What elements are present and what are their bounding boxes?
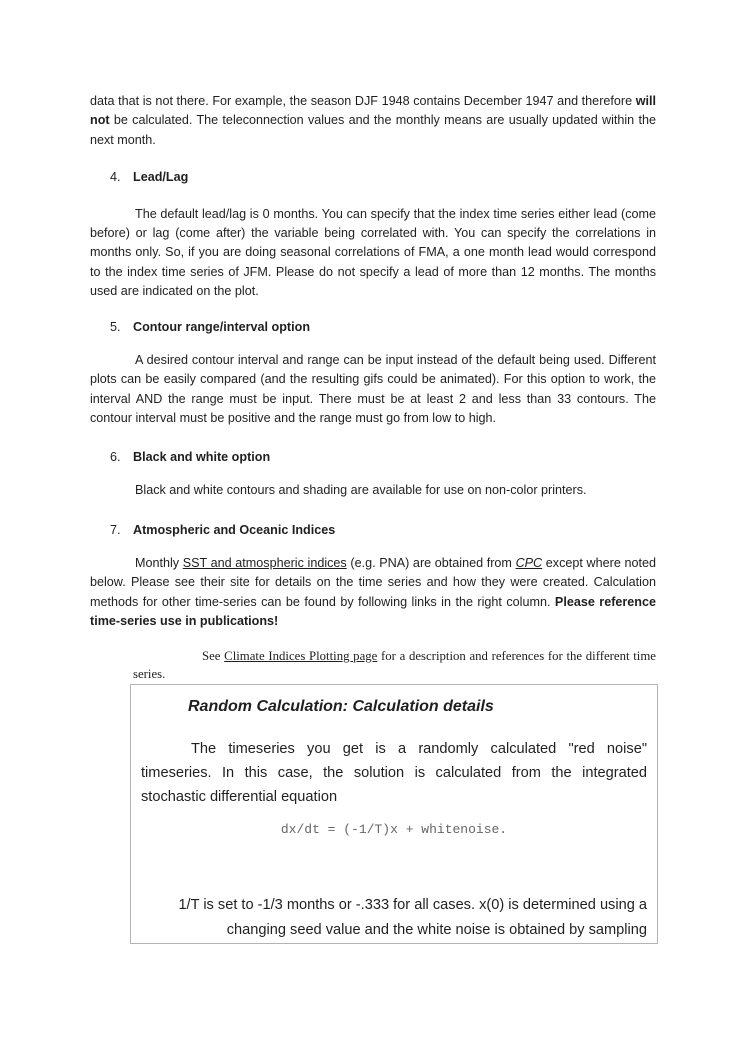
sst-atmospheric-indices-link[interactable]: SST and atmospheric indices bbox=[182, 555, 347, 570]
indices-text-3: except where noted below. Please see their site for details on the time series and how they were created. Calculation methods for other time-series can be found by following links in the right column. bbox=[90, 555, 656, 609]
item-4-number: 4. bbox=[110, 170, 121, 185]
note-text-1: See bbox=[202, 648, 225, 663]
intro-bold-will-not: will not bbox=[90, 94, 656, 128]
intro-text-before: data that is not there. For example, the season DJF 1948 contains December 1947 and therefore bbox=[90, 94, 636, 108]
list-item-7-heading bbox=[90, 521, 656, 540]
indices-text-2: (e.g. PNA) are obtained from bbox=[346, 555, 516, 570]
cpc-link[interactable]: CPC bbox=[515, 555, 543, 570]
black-white-paragraph: Black and white contours and shading are available for use on non-color printers. bbox=[135, 483, 587, 498]
see-note-paragraph bbox=[133, 647, 656, 683]
item-7-title: Atmospheric and Oceanic Indices bbox=[133, 522, 336, 537]
random-calculation-title: Random Calculation: Calculation details bbox=[188, 697, 494, 715]
contour-range-paragraph: A desired contour interval and range can be input instead of the default being used. Different plots can be easily compared (and the resulting gifs could be animated). For this option to work, the interval AND the range must be input. There must be at least 2 and less than 33 contours. The contour interval must be positive and the range must go from low to high. bbox=[90, 353, 656, 426]
item-6-number: 6. bbox=[110, 449, 121, 464]
note-text-2: for a description and references for the different time series. bbox=[133, 648, 656, 681]
list-item-5-heading bbox=[90, 318, 656, 337]
lead-lag-paragraph: The default lead/lag is 0 months. You can specify that the index time series either lead (come before) or lag (come after) the variable being correlated with. You can specify the correlations in months only. So, if you are doing seasonal correlations of FMA, a one month lead would correspond to the index time series of JFM. Please do not specify a lead of more than 12 months. The months used are indicated on the plot. bbox=[90, 206, 656, 299]
item-5-number: 5. bbox=[110, 319, 121, 334]
item-5-title: Contour range/interval option bbox=[133, 319, 311, 334]
item-7-number: 7. bbox=[110, 522, 121, 537]
indices-paragraph bbox=[90, 554, 656, 632]
indices-text-1: Monthly bbox=[135, 555, 183, 570]
red-noise-paragraph: The timeseries you get is a randomly calculated "red noise" timeseries. In this case, the solution is calculated from the integrated stochastic differential equation bbox=[141, 740, 647, 805]
intro-text-after: be calculated. The teleconnection values and the monthly means are usually updated within the next month. bbox=[90, 113, 656, 147]
intro-paragraph bbox=[90, 92, 656, 150]
list-item-4-heading bbox=[90, 168, 656, 187]
list-item-6-heading bbox=[90, 448, 656, 467]
stochastic-equation: dx/dt = (-1/T)x + whitenoise. bbox=[280, 821, 508, 837]
random-calculation-box bbox=[130, 684, 658, 944]
item-4-title: Lead/Lag bbox=[133, 170, 189, 185]
indices-bold-reference: Please reference time-series use in publications! bbox=[90, 594, 657, 629]
climate-indices-plotting-link[interactable]: Climate Indices Plotting page bbox=[224, 648, 378, 663]
item-6-title: Black and white option bbox=[133, 449, 271, 464]
seed-value-paragraph: 1/T is set to -1/3 months or -.333 for all cases. x(0) is determined using a changing seed value and the white noise is obtained by sampling bbox=[178, 896, 647, 938]
